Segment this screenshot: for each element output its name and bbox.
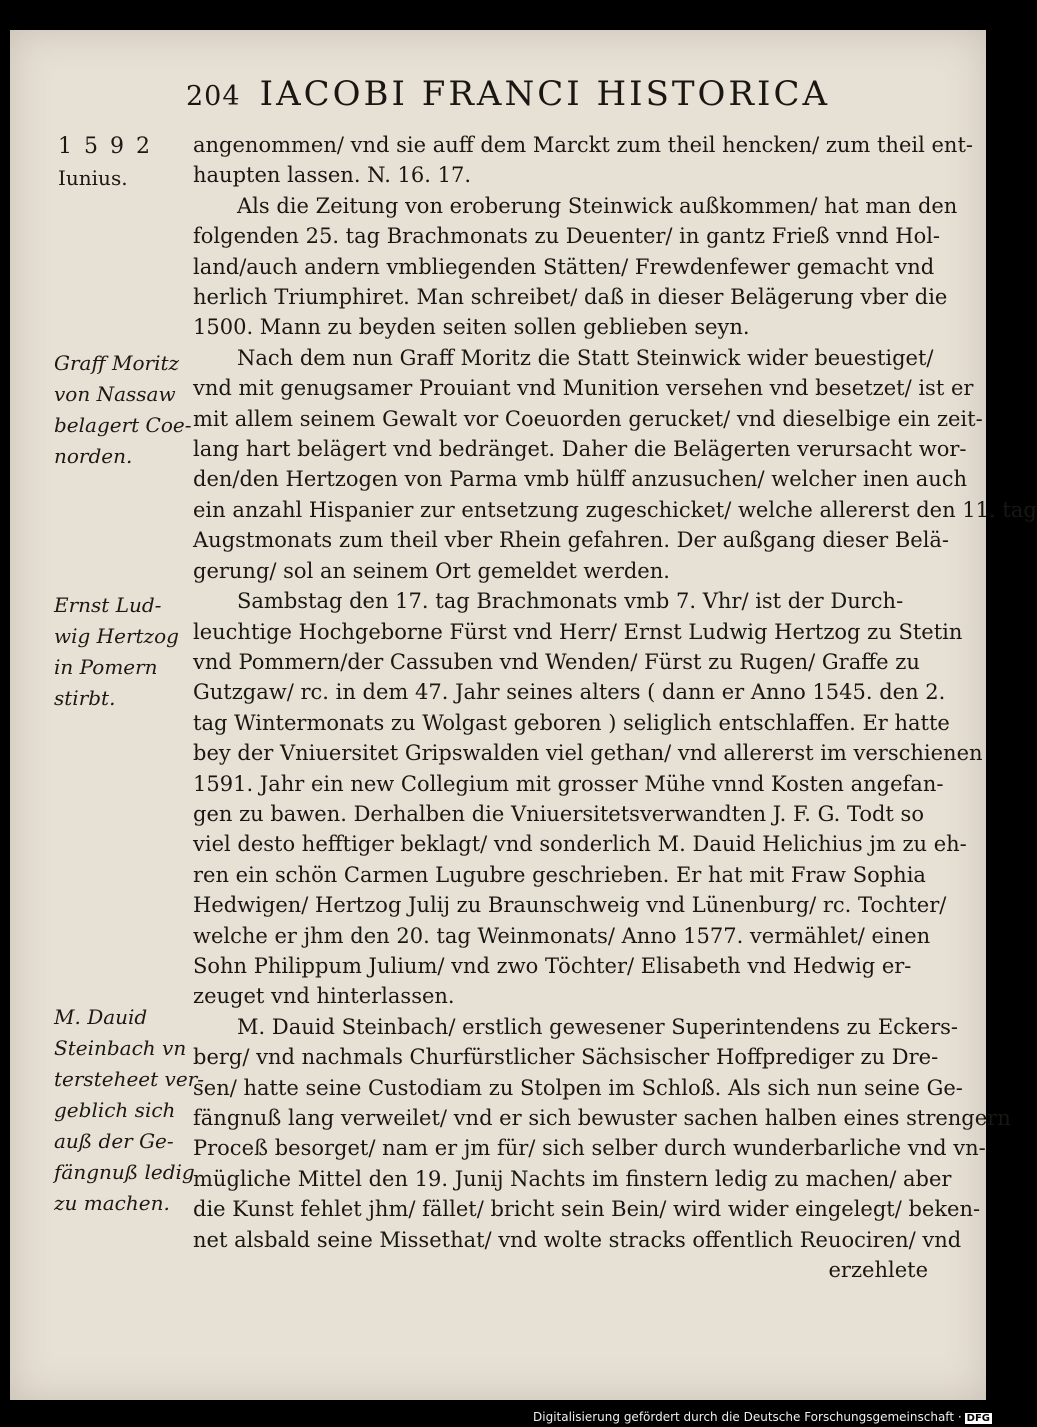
text-line: 1591. Jahr ein new Collegium mit grosser Mühe vnnd Kosten angefan-	[193, 771, 944, 796]
text-line: vnd mit genugsamer Prouiant vnd Munition versehen vnd besetzet/ ist er	[193, 376, 974, 401]
text-line: gerung/ sol an seinem Ort gemeldet werden.	[193, 558, 670, 583]
text-line: fängnuß lang verweilet/ vnd er sich bewuster sachen halben eines strengern	[193, 1106, 1011, 1130]
dfg-logo: DFG	[966, 1413, 990, 1424]
text-line: den/den Hertzogen von Parma vmb hülff anzusuchen/ welcher inen auch	[193, 467, 968, 492]
margin-note-ernst-ludwig: Ernst Lud- wig Hertzog in Pomern stirbt.	[54, 593, 179, 710]
text-line: 1500. Mann zu beyden seiten sollen geblieben seyn.	[193, 315, 750, 340]
text-line: folgenden 25. tag Brachmonats zu Deuenter/ in gantz Frieß vnnd Hol-	[193, 224, 941, 249]
text-line: Als die Zeitung von eroberung Steinwick außkommen/ hat man den	[237, 193, 958, 218]
text-line: vnd Pommern/der Cassuben vnd Wenden/ Fürst zu Rugen/ Graffe zu	[193, 649, 920, 674]
text-line: Proceß besorget/ nam er jm für/ sich selber durch wunderbarliche vnd vn-	[193, 1136, 986, 1161]
catchword: erzehlete	[828, 1258, 928, 1283]
text-line: Augstmonats zum theil vber Rhein gefahren. Der außgang dieser Belä-	[193, 528, 950, 553]
text-line: zeuget vnd hinterlassen.	[193, 984, 455, 1009]
text-line: M. Dauid Steinbach/ erstlich gewesener Superintendens zu Eckers-	[237, 1014, 959, 1039]
text-line: mit allem seinem Gewalt vor Coeuorden gerucket/ vnd dieselbige ein zeit-	[193, 406, 983, 431]
text-line: angenommen/ vnd sie auff dem Marckt zum theil hencken/ zum theil ent-	[193, 133, 973, 157]
text-line: ren ein schön Carmen Lugubre geschrieben. Er hat mit Fraw Sophia	[193, 862, 926, 887]
margin-month: Iunius.	[58, 166, 128, 190]
text-line: lang hart belägert vnd bedränget. Daher die Belägerten verursacht wor-	[193, 437, 967, 462]
main-text	[193, 130, 1037, 1285]
text-line: tag Wintermonats zu Wolgast geboren ) seliglich entschlaffen. Er hatte	[193, 710, 950, 735]
text-line: die Kunst fehlet jhm/ fället/ bricht sein Bein/ wird wider eingelegt/ beken-	[193, 1197, 981, 1222]
text-line: Hedwigen/ Hertzog Julij zu Braunschweig vnd Lünenburg/ rc. Tochter/	[193, 893, 947, 918]
margin-note-steinbach: M. Dauid Steinbach vn tersteheet ver- geblich sich auß der Ge- fängnuß ledig zu machen.	[54, 1005, 204, 1215]
text-line: Nach dem nun Graff Moritz die Statt Steinwick wider beuestiget/	[237, 345, 934, 370]
text-line: Sohn Philippum Julium/ vnd zwo Töchter/ Elisabeth vnd Hedwig er-	[193, 953, 912, 978]
credit-text: Digitalisierung gefördert durch die Deutsche Forschungsgemeinschaft ·	[533, 1410, 962, 1424]
text-line: leuchtige Hochgeborne Fürst vnd Herr/ Ernst Ludwig Hertzog zu Stetin	[193, 619, 963, 644]
text-line: herlich Triumphiret. Man schreibet/ daß in dieser Belägerung vber die	[193, 285, 948, 310]
book-page	[10, 30, 1037, 1400]
page-number: 204	[186, 81, 241, 112]
text-line: Sambstag den 17. tag Brachmonats vmb 7. Vhr/ ist der Durch-	[237, 589, 904, 614]
text-line: net alsbald seine Missethat/ vnd wolte stracks offentlich Reuociren/ vnd	[193, 1227, 962, 1252]
text-line: Gutzgaw/ rc. in dem 47. Jahr seines alters ( dann er Anno 1545. den 2.	[193, 680, 946, 705]
running-title: IACOBI FRANCI HISTORICA	[259, 74, 831, 114]
text-line: berg/ vnd nachmals Churfürstlicher Sächsischer Hoffprediger zu Dre-	[193, 1045, 939, 1070]
text-line: gen zu bawen. Derhalben die Vniuersitetsverwandten J. F. G. Todt so	[193, 801, 924, 826]
margin-year: 1592	[58, 134, 162, 159]
margin-note-coevorden: Graff Moritz von Nassaw belagert Coe- norden.	[54, 351, 192, 468]
text-line: bey der Vniuersitet Gripswalden viel gethan/ vnd allererst im verschienen	[193, 741, 983, 766]
text-line: land/auch andern vmbliegenden Stätten/ Frewdenfewer gemacht vnd	[193, 254, 935, 279]
text-line: viel desto hefftiger beklagt/ vnd sonderlich M. Dauid Helichius jm zu eh-	[193, 832, 967, 857]
text-line: haupten lassen. N. 16. 17.	[193, 163, 472, 188]
page-header	[186, 74, 886, 124]
text-line: sen/ hatte seine Custodiam zu Stolpen im Schloß. Als sich nun seine Ge-	[193, 1075, 963, 1100]
text-line: ein anzahl Hispanier zur entsetzung zugeschicket/ welche allererst den 11. tag	[193, 497, 1037, 522]
digitization-credit	[533, 1410, 992, 1424]
text-line: welche er jhm den 20. tag Weinmonats/ Anno 1577. vermählet/ einen	[193, 923, 931, 948]
text-line: mügliche Mittel den 19. Junij Nachts im finstern ledig zu machen/ aber	[193, 1166, 952, 1191]
